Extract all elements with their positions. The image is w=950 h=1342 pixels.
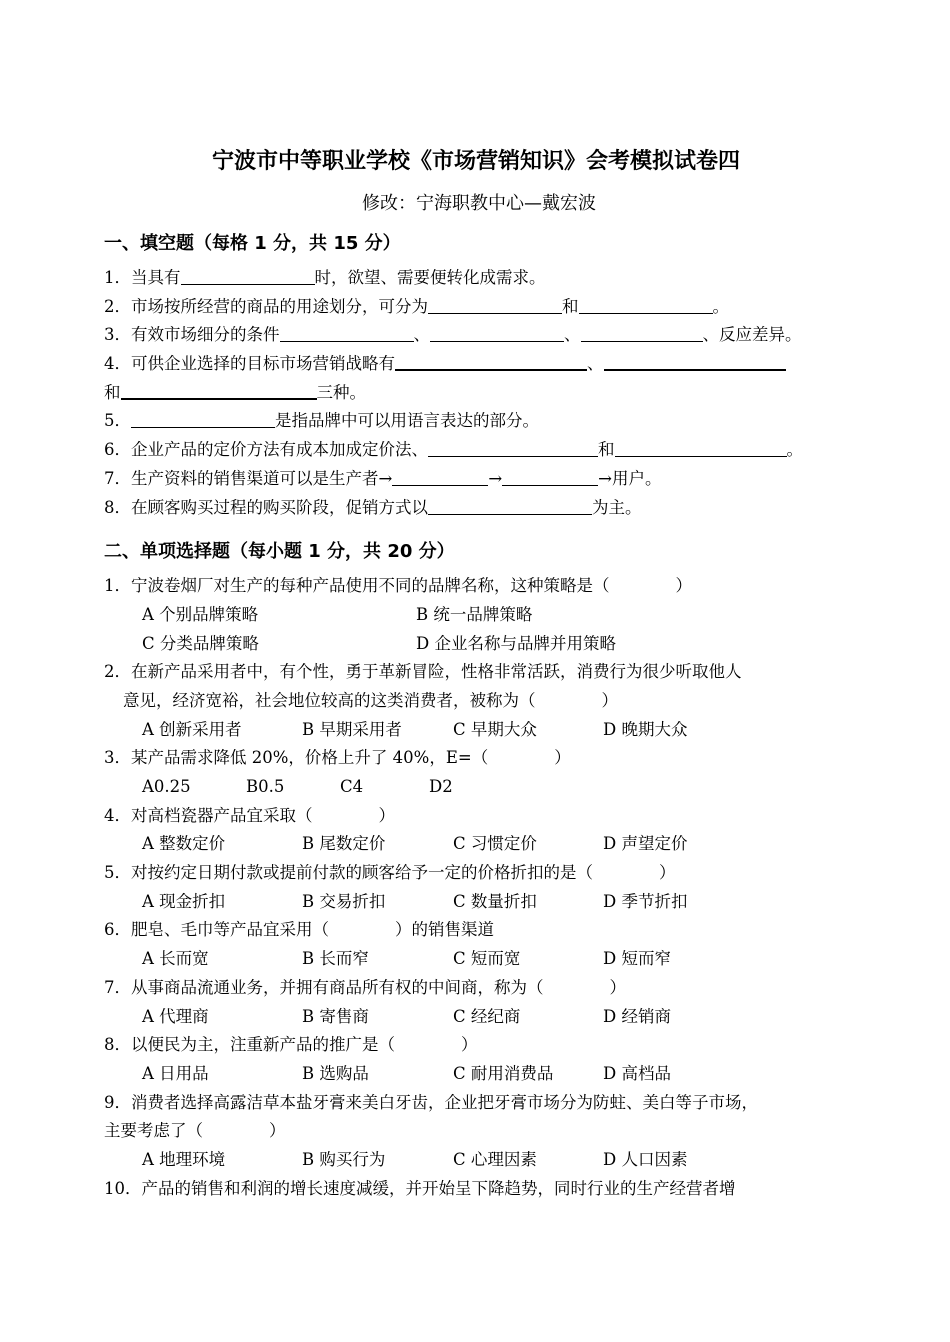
option-b: B 长而窄 [302,949,369,969]
answer-blank [392,467,488,486]
section-choice-heading: 二、单项选择题（每小题 1 分，共 20 分） [104,541,455,563]
option-b: B 尾数定价 [302,834,386,854]
answer-blank [131,409,275,428]
option-a: A 整数定价 [142,834,226,854]
choice-options [104,630,854,659]
answer-blank [430,323,564,342]
answer-blank [579,295,713,314]
fill-question-2: 2．市场按所经营的商品的用途划分，可分为 和 。 [104,296,729,316]
option-d: D 人口因素 [603,1149,688,1169]
option-d: D 声望定价 [603,834,688,854]
option-d: D 企业名称与品牌并用策略 [416,633,616,653]
choice-options [104,1060,854,1089]
choice-question-2: 2．在新产品采用者中，有个性，勇于革新冒险，性格非常活跃，消费行为很少听取他人 [104,662,742,682]
choice-question-10: 10．产品的销售和利润的增长速度减缓，并开始呈下降趋势，同时行业的生产经营者增 [104,1178,736,1198]
option-b: B 选购品 [302,1063,369,1083]
option-a: A 创新采用者 [142,719,242,739]
choice-question-8: 8．以便民为主，注重新产品的推广是（ ） [104,1035,478,1055]
fill-question-5: 5． 是指品牌中可以用语言表达的部分。 [104,411,539,431]
option-b: B0.5 [246,777,285,796]
option-c: C 早期大众 [453,719,537,739]
option-c: C 数量折扣 [453,891,537,911]
choice-question-9: 9．消费者选择高露洁草本盐牙膏来美白牙齿，企业把牙膏市场分为防蛀、美白等子市场， [104,1092,758,1112]
fill-question-7: 7．生产资料的销售渠道可以是生产者→ → →用户。 [104,468,662,488]
answer-blank [502,467,598,486]
fill-question-4-continued: 和 三种。 [104,379,854,408]
answer-blank [181,266,315,285]
answer-blank [280,323,414,342]
option-a: A 个别品牌策略 [142,604,259,624]
choice-options [104,1003,854,1032]
choice-options [104,601,854,630]
option-c: C4 [340,777,364,796]
answer-blank [428,496,592,515]
choice-options [104,1146,854,1175]
option-d: D 晚期大众 [603,719,688,739]
choice-options [104,716,854,745]
choice-question-9-continued: 主要考虑了（ ） [104,1121,286,1141]
option-b: B 购买行为 [302,1149,386,1169]
fill-question-8: 8．在顾客购买过程的购买阶段，促销方式以 为主。 [104,497,642,517]
choice-question-7: 7．从事商品流通业务，并拥有商品所有权的中间商，称为（ ） [104,977,626,997]
choice-question-4: 4．对高档瓷器产品宜采取（ ） [104,805,395,825]
option-a: A 地理环境 [142,1149,226,1169]
option-c: C 短而宽 [453,949,521,969]
option-b: B 交易折扣 [302,891,386,911]
option-c: C 分类品牌策略 [142,633,259,653]
answer-blank [615,438,787,457]
answer-blank [428,438,598,457]
option-a: A 现金折扣 [142,891,226,911]
fill-question-3: 3．有效市场细分的条件 、 、 、反应差异。 [104,325,802,345]
choice-question-3: 3．某产品需求降低 20%，价格上升了 40%，E=（ ） [104,748,571,768]
option-d: D 季节折扣 [603,891,688,911]
option-d: D 高档品 [603,1063,671,1083]
choice-question-6: 6．肥皂、毛巾等产品宜采用（ ）的销售渠道 [104,920,494,940]
answer-blank [604,351,786,371]
choice-question-2-continued: 意见，经济宽裕，社会地位较高的这类消费者，被称为（ ） [123,690,618,710]
exam-page [104,140,854,1203]
option-d: D 经销商 [603,1006,671,1026]
choice-options [104,830,854,859]
option-a: A 日用品 [142,1063,209,1083]
option-a: A 代理商 [142,1006,209,1026]
choice-options [104,945,854,974]
answer-blank [581,323,703,342]
option-c: C 心理因素 [453,1149,537,1169]
choice-options [104,773,854,802]
option-c: C 经纪商 [453,1006,521,1026]
option-b: B 早期采用者 [302,719,402,739]
answer-blank [121,380,317,400]
exam-title: 宁波市中等职业学校《市场营销知识》会考模拟试卷四 [211,149,740,174]
fill-question-6: 6．企业产品的定价方法有成本加成定价法、 和 。 [104,440,803,460]
option-c: C 习惯定价 [453,834,537,854]
choice-question-5: 5．对按约定日期付款或提前付款的顾客给予一定的价格折扣的是（ ） [104,863,676,883]
option-d: D2 [429,777,453,796]
fill-question-1: 1．当具有 时，欲望、需要便转化成需求。 [104,268,546,287]
option-a: A 长而宽 [142,949,209,969]
option-c: C 耐用消费品 [453,1063,554,1083]
exam-subtitle: 修改：宁海职教中心—戴宏波 [362,193,596,214]
option-b: B 寄售商 [302,1006,369,1026]
option-b: B 统一品牌策略 [416,604,533,624]
fill-question-4: 4．可供企业选择的目标市场营销战略有 、 [104,350,854,379]
option-a: A0.25 [142,777,191,796]
choice-question-1: 1．宁波卷烟厂对生产的每种产品使用不同的品牌名称，这种策略是（ ） [104,576,692,596]
choice-options [104,888,854,917]
option-d: D 短而窄 [603,949,671,969]
answer-blank [428,295,562,314]
section-fill-in-heading: 一、填空题（每格 1 分，共 15 分） [104,233,401,254]
answer-blank [395,351,587,371]
